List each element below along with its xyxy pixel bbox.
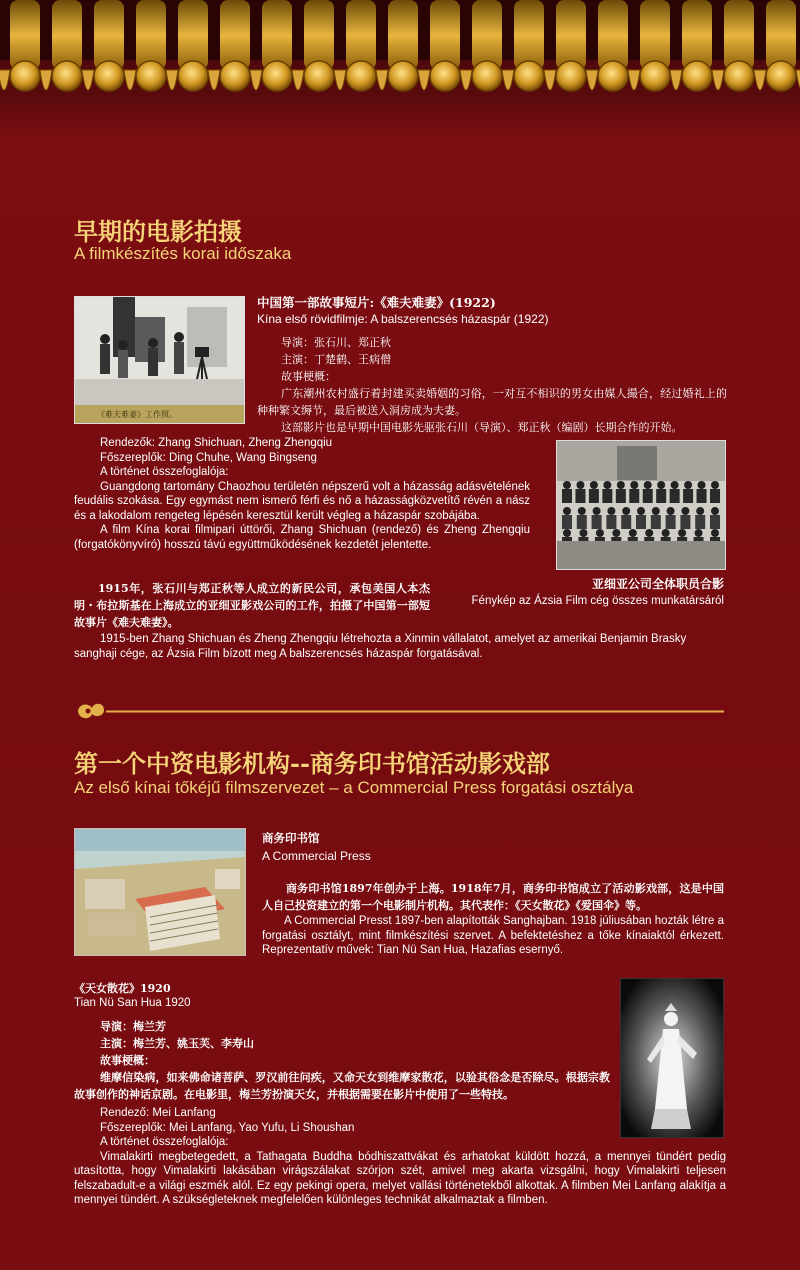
film1-heading-cn: 中国第一部故事短片:《难夫难妻》(1922) (257, 295, 496, 310)
company-staff-photo (556, 440, 726, 570)
film2-hu-block (74, 1106, 726, 1208)
section-title-cn: 早期的电影拍摄 (74, 217, 242, 246)
section2-title-hu: Az első kínai tőkéjű filmszervezet – a Commercial Press forgatási osztálya (74, 778, 634, 797)
film1-hu-block (74, 436, 530, 552)
film1-director-cn: 导演：张石川、郑正秋 (281, 336, 391, 349)
film1-heading-hu: Kína első rövidfilmje: A balszerencsés házaspár (1922) (257, 312, 549, 326)
film2-plot-cn: 维摩信染病，如来佛命诸菩萨、罗汉前往问疾，又命天女到维摩家散花，以验其俗念是否除尽。根据宗教故事创作的神话京剧。在电影里，梅兰芳扮演天女，并根据需要在影片中使用了一些特技。 (74, 1071, 610, 1101)
film1-cast-hu: Főszereplők: Ding Chuhe, Wang Bingseng (100, 451, 317, 464)
section-divider (74, 700, 726, 724)
section2-title-cn: 第一个中资电影机构--商务印书馆活动影戏部 (74, 749, 550, 778)
press-text-hu: A Commercial Presst 1897-ben alapították Sanghajban. 1918 júliusában hozták létre a forgatási osztályt, mint filmkészítési szervet. A befektetéshez a tőke kínaiaktól érkezett. Reprezentatív művek: Tian Nü San Hua, Hazafias esernyő. (262, 915, 724, 956)
film2-cast-hu: Főszereplők: Mei Lanfang, Yao Yufu, Li Shoushan (100, 1121, 355, 1134)
film2-director-cn: 导演：梅兰芳 (100, 1020, 166, 1033)
press-heading-cn: 商务印书馆 (262, 831, 320, 845)
film2-plot-label-hu: A történet összefoglalója: (100, 1136, 229, 1148)
film1-note-hu: A film Kína korai filmipari úttörői, Zhang Shichuan (rendező) és Zheng Zhengqiu (forgatókönyvíró) hosszú távú együttműködésének kezdetét jelentette. (74, 524, 530, 551)
film1-plot-cn: 广东潮州农村盛行着封建买卖婚姻的习俗，一对互不相识的男女由媒人撮合，经过婚礼上的种种繁文缛节，最后被送入洞房成为夫妻。 (257, 387, 727, 417)
film2-plot-hu: Vimalakirti megbetegedett, a Tathagata Buddha bódhiszattvákat és arhatokat küldött hozzá, a mennyei tündért pedig utasította, hogy Vimalakirti lakásában virágszálakat szórjon szét, amivel meg akarta vizsgálni, hogy Vimalakirti teljesen felszabadult-e a világi eszmék alól. Ez egy pekingi opera, melyet vallási történetekből alkottak. A filmben Mei Lanfang alakítja a mennyei tündért. A szükségleteknek megfelelően különleges technikát alkalmaztak a filmben. (74, 1150, 726, 1206)
film1-plot-hu: Guangdong tartomány Chaozhou területén népszerű volt a házasság adásvételének feudális szokása. Egy egymást nem ismerő férfi és nő a házasságközvetítő révén a nász és a lakodalom rengeteg lépésén keresztül került végleg a házaspár szobájába. (74, 480, 530, 522)
film1-plot-label-hu: A történet összefoglalója: (100, 466, 229, 478)
film2-heading-hu: Tian Nü San Hua 1920 (74, 997, 191, 1009)
section-title-hu: A filmkészítés korai időszaka (74, 244, 292, 263)
film1-cn-block (257, 334, 727, 436)
history-cn: 1915年，张石川与郑正秋等人成立的新民公司，承包美国人本杰明・布拉斯基在上海成立的亚细亚影戏公司的工作，拍摄了中国第一部短故事片《难夫难妻》。 (74, 582, 430, 629)
film1-note-cn: 这部影片也是早期中国电影先驱张石川（导演）、郑正秋（编剧）长期合作的开始。 (281, 421, 683, 434)
film2-director-hu: Rendező: Mei Lanfang (100, 1107, 216, 1119)
company-photo-caption-cn: 亚细亚公司全体职员合影 (591, 577, 724, 591)
film1-plot-label-cn: 故事梗概： (281, 370, 336, 383)
film1-director-hu: Rendezők: Zhang Shichuan, Zheng Zhengqiu (100, 437, 333, 449)
photo-caption: 《难夫难妻》工作照。 (97, 410, 177, 419)
press-text-cn: 商务印书馆1897年创办于上海。1918年7月，商务印书馆成立了活动影戏部，这是中国人自己投资建立的第一个电影制片机构。其代表作：《天女散花》《爱国伞》等。 (262, 882, 724, 912)
roof-tiles-decoration (0, 0, 800, 140)
press-heading-hu: A Commercial Press (262, 849, 371, 863)
film-set-photo (74, 296, 245, 424)
film1-cast-cn: 主演：丁楚鹤、王病僧 (281, 353, 391, 366)
film2-cast-cn: 主演：梅兰芳、姚玉芙、李寿山 (100, 1037, 254, 1050)
film2-heading-cn: 《天女散花》1920 (74, 982, 171, 995)
commercial-press-illustration (74, 828, 246, 956)
film2-cn-block (74, 1018, 610, 1103)
film2-plot-label-cn: 故事梗概： (100, 1054, 155, 1067)
history-hu: 1915-ben Zhang Shichuan és Zheng Zhengqiu létrehozta a Xinmin vállalatot, amelyet az amerikai Benjamin Brasky sanghaji cége, az Ázsia Film bízott meg A balszerencsés házaspár forgatásával. (74, 633, 687, 660)
company-photo-caption-hu: Fénykép az Ázsia Film cég összes munkatársáról (471, 595, 724, 607)
